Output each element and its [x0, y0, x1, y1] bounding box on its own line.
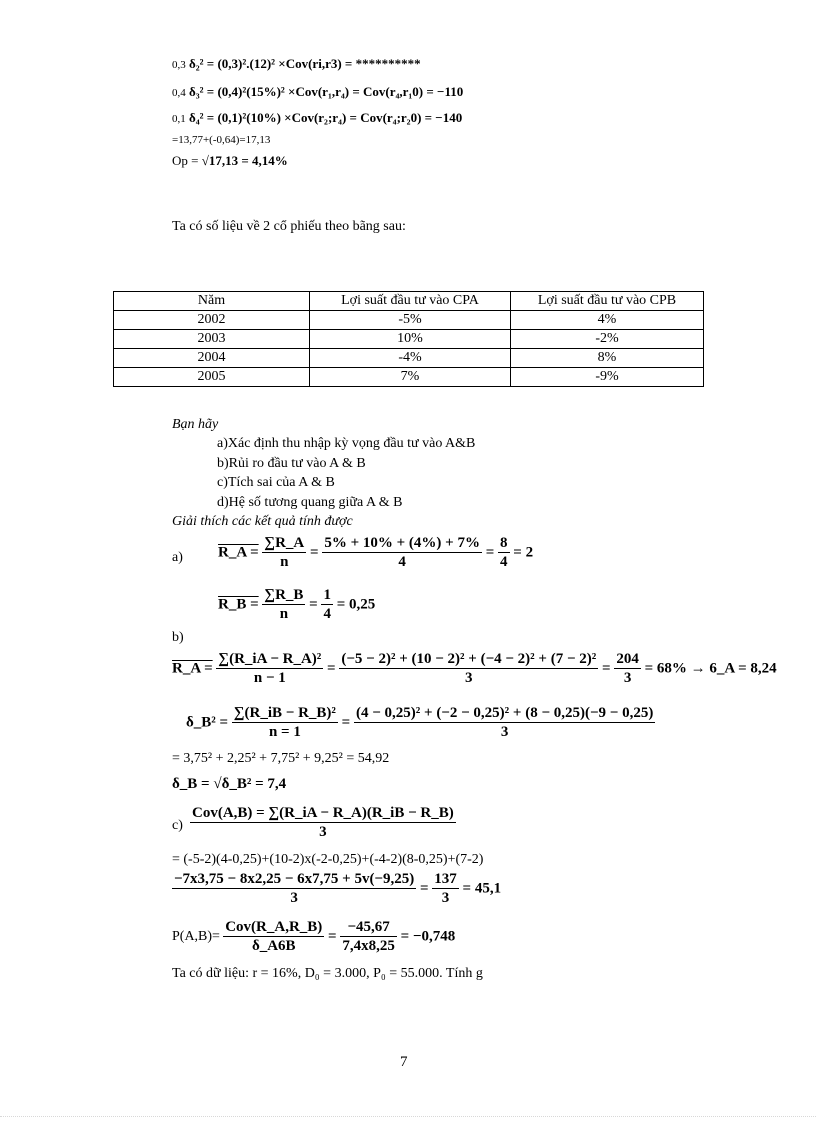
math-den: 4 [323, 606, 331, 622]
math-fraction [262, 534, 306, 571]
math-fraction [339, 650, 598, 687]
part-d-eq: P(A,B)= $\frac{\text{Cov(R\_A,R\_B)}}{\delta\_A6B}$ = $\frac{-45,67}{7,4x8,25}$ = −0,748 [172, 919, 456, 954]
math-fraction [232, 704, 338, 741]
part-b-db-eq: δ_B² = $\frac{\text{∑(R\_iB − R\_B)²}}{n = 1}$ = $\frac{\text{(4 − 0,25)² + (−2 − 0,25)² + (8 − 0,25)(−9 − 0,25)}}{3}$ [186, 705, 654, 740]
intro-text: Ta có số liệu về 2 cổ phiếu theo bãng sau: [172, 219, 406, 234]
table-cell: 10% [310, 330, 511, 349]
formula-prefix: 0,1 [172, 113, 186, 125]
math-den: 3 [465, 670, 473, 686]
math-fraction [172, 870, 416, 907]
math-den: 4 [500, 554, 508, 570]
math-num: (4 − 0,25)² + (−2 − 0,25)² + (8 − 0,25)(−9 − 0,25) [355, 705, 654, 721]
question-item: d)Hệ số tương quang giữa A & B [217, 495, 403, 510]
math-num: Cov(R_A,R_B) [225, 919, 323, 935]
question-item: c)Tích sai của A & B [217, 475, 335, 490]
math-result: = 2 [513, 544, 534, 561]
table-cell: 2004 [114, 349, 310, 368]
table-cell: 2003 [114, 330, 310, 349]
math-den: n = 1 [268, 724, 301, 740]
table-row [114, 311, 704, 330]
math-den: 7,4x8,25 [342, 938, 395, 954]
question-item: b)Rủi ro đầu tư vào A & B [217, 456, 366, 471]
math-den: n − 1 [253, 670, 286, 686]
math-num: ∑(R_iB − R_B)² [233, 705, 336, 721]
math-fraction [190, 804, 456, 841]
part-b-line-4: δ_B = √δ_B² = 7,4 [172, 776, 287, 792]
math-prefix: P(A,B)= [172, 928, 220, 944]
math-num: 1 [323, 587, 331, 603]
table-cell: -5% [310, 311, 511, 330]
table-cell: 2002 [114, 311, 310, 330]
formula-math: δ₄² = (0,1)²(10%) ×Cov(r₂;r₄) = Cov(r₄;r₂0) = −140 [189, 110, 463, 125]
next-problem-text: Ta có dữ liệu: r = 16%, D₀ = 3.000, P₀ = 55.000. Tính g [172, 966, 483, 981]
math-lhs: δ_B² = [186, 714, 229, 731]
math-num: −7x3,75 − 8x2,25 − 6x7,75 + 5v(−9,25) [174, 871, 415, 887]
table-cell: 8% [511, 349, 704, 368]
formula-math: √17,13 = 4,14% [201, 153, 288, 168]
math-fraction [262, 586, 305, 623]
math-den: δ_A6B [251, 938, 296, 954]
part-b-ra-eq: R_A = $\frac{\text{∑(R\_iA − R\_A)²}}{n - 1}$ = $\frac{\text{(−5 − 2)² + (10 − 2)² + (−4 − 2)² + (7 − 2)²}}{3}$ = $\frac{204}{3}$ = 68% → 6_A = 8,24 [172, 651, 777, 686]
part-a-rb-eq: R_B = $\frac{\sum R\_B}{n}$ = $\frac{1}{4}$ = 0,25 [218, 587, 376, 622]
table-row [114, 330, 704, 349]
table-header-cell: Lợi suất đầu tư vào CPA [310, 292, 511, 311]
returns-table [113, 291, 704, 387]
formula-prefix: 0,4 [172, 87, 186, 99]
math-num: (−5 − 2)² + (10 − 2)² + (−4 − 2)² + (7 − 2)² [341, 651, 597, 667]
formula-math: δ₃² = (0,4)²(15%)² ×Cov(r₁,r₄) = Cov(r₄,r₁0) = −110 [189, 84, 464, 99]
math-result: = −0,748 [400, 928, 456, 945]
math-fraction [432, 870, 459, 907]
table-header-cell: Lợi suất đầu tư vào CPB [511, 292, 704, 311]
math-num: 8 [500, 535, 508, 551]
math-num: 204 [616, 651, 639, 667]
table-cell: -9% [511, 368, 704, 387]
part-c-line-3: $\frac{-7x3,75 - 8x2,25 - 6x7,75 + 5v(-9,25)}{3}$ = $\frac{137}{3}$ = 45,1 [174, 871, 502, 906]
part-b-line-3: = 3,75² + 2,25² + 7,75² + 9,25² = 54,92 [172, 751, 390, 766]
math-result: = 68% → 6_A = 8,24 [644, 660, 777, 677]
formula-math: δ₂² = (0,3)².(12)² ×Cov(ri,r3) = ********** [189, 56, 421, 71]
math-den: n [280, 554, 289, 570]
math-den: 3 [319, 824, 327, 840]
part-c-label: c) [172, 818, 183, 833]
question-item: a)Xác định thu nhập kỳ vọng đầu tư vào A&B [217, 436, 476, 451]
part-c-cov-eq [190, 804, 456, 841]
math-den: 3 [500, 724, 509, 740]
part-a-label: a) [172, 550, 183, 565]
table-cell: 2005 [114, 368, 310, 387]
math-num: ∑(R_iA − R_A)² [218, 651, 322, 667]
math-num: 5% + 10% + (4%) + 7% [324, 535, 480, 551]
formula-prefix: Op = [172, 153, 199, 168]
math-num: 137 [434, 871, 457, 887]
formula-line-5 [172, 153, 288, 169]
formula-prefix: 0,3 [172, 59, 186, 71]
formula-line-4: =13,77+(-0,64)=17,13 [172, 134, 271, 146]
formula-line-1 [172, 56, 421, 73]
math-fraction [614, 650, 641, 687]
part-a-ra-eq: R_A = $\frac{\sum R\_A}{n}$ = $\frac{5\% + 10\% + (4\%) + 7\%}{4}$ = $\frac{8}{4}$ = 2 [218, 535, 534, 570]
math-lhs: R_A = [218, 544, 259, 561]
math-fraction [223, 918, 324, 955]
table-row [114, 349, 704, 368]
math-fraction [322, 534, 482, 571]
table-header-cell: Năm [114, 292, 310, 311]
math-num: ∑R_B [264, 587, 304, 603]
math-fraction [354, 704, 655, 741]
math-den: 3 [623, 670, 632, 686]
explain-heading: Giải thích các kết quả tính được [172, 514, 353, 529]
table-cell: 7% [310, 368, 511, 387]
page-bottom-divider [0, 1116, 816, 1117]
question-heading: Bạn hãy [172, 417, 219, 432]
math-den: 3 [441, 890, 450, 906]
table-cell: -2% [511, 330, 704, 349]
math-den: 4 [398, 554, 406, 570]
math-fraction [216, 650, 323, 687]
part-b-label: b) [172, 630, 184, 645]
formula-line-2 [172, 84, 463, 101]
math-lhs: R_A = [172, 660, 213, 677]
table-cell: -4% [310, 349, 511, 368]
part-c-line-2: = (-5-2)(4-0,25)+(10-2)x(-2-0,25)+(-4-2)(8-0,25)+(7-2) [172, 852, 484, 867]
page-number: 7 [400, 1054, 408, 1070]
math-fraction [321, 586, 333, 623]
formula-line-3 [172, 110, 462, 127]
math-den: n [279, 606, 289, 622]
math-result: = 45,1 [462, 880, 502, 897]
math-num: Cov(A,B) = ∑(R_iA − R_A)(R_iB − R_B) [192, 805, 454, 821]
math-lhs: R_B = [218, 596, 259, 613]
table-header-row [114, 292, 704, 311]
table-cell: 4% [511, 311, 704, 330]
math-fraction [340, 918, 397, 955]
math-num: ∑R_A [264, 535, 305, 551]
math-result: = 0,25 [336, 596, 376, 613]
math-den: 3 [290, 890, 298, 906]
math-num: −45,67 [340, 918, 397, 937]
math-fraction [498, 534, 510, 571]
table-row [114, 368, 704, 387]
